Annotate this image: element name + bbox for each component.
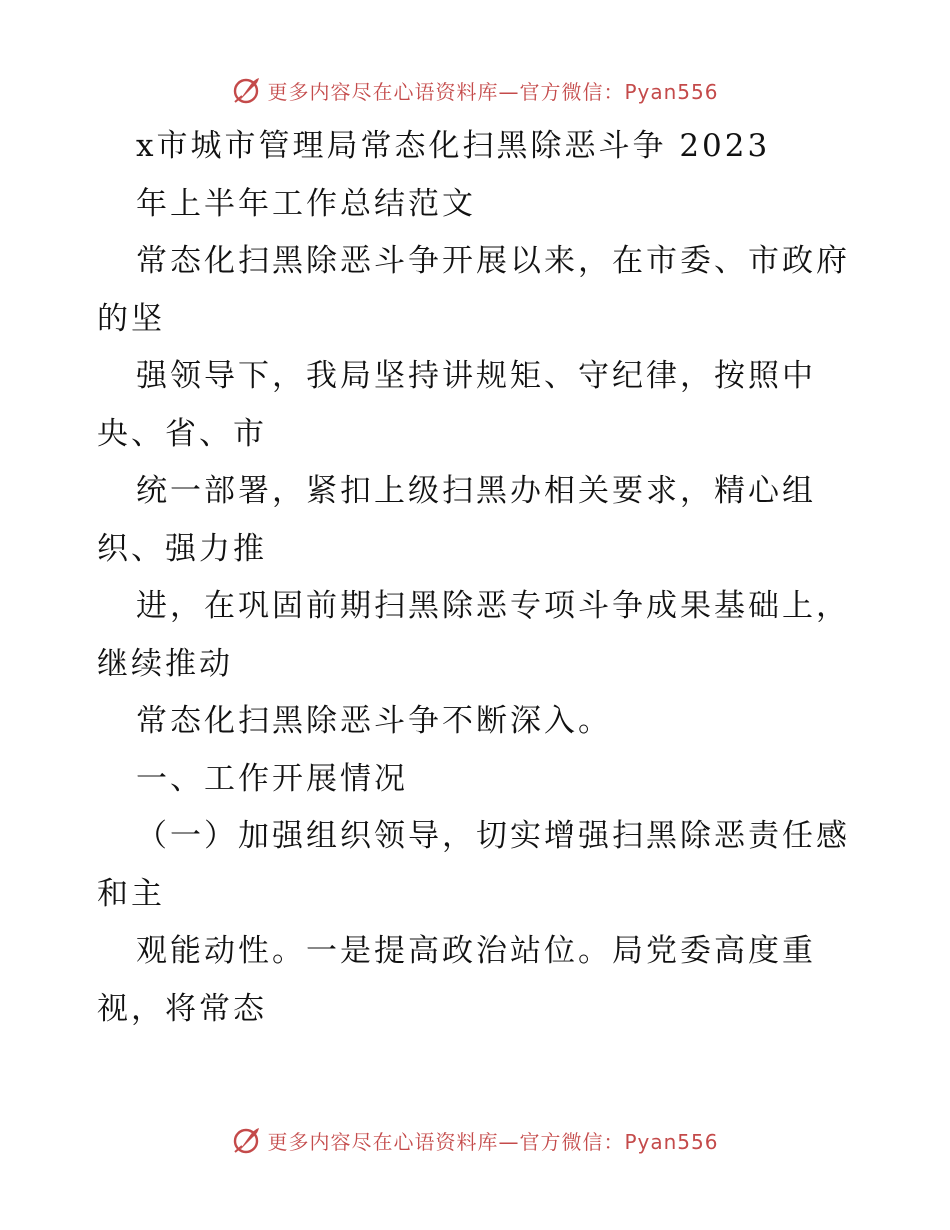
- text-line: 继续推动: [97, 645, 233, 682]
- text-line: 常态化扫黑除恶斗争不断深入。: [136, 703, 612, 739]
- watermark-text: 更多内容尽在心语资料库—官方微信：Pyan556: [267, 1129, 719, 1154]
- footer-watermark: [0, 1120, 950, 1160]
- text-line: 统一部署，紧扣上级扫黑办相关要求，精心组: [136, 473, 816, 509]
- text-line: 常态化扫黑除恶斗争开展以来，在市委、市政府: [136, 243, 850, 279]
- text-line: 的坚: [97, 300, 165, 337]
- document-body: [97, 118, 867, 1038]
- text-line: （一）加强组织领导，切实增强扫黑除恶责任感: [136, 818, 850, 854]
- watermark-text: 更多内容尽在心语资料库—官方微信：Pyan556: [267, 79, 719, 104]
- text-line: 年上半年工作总结范文: [136, 185, 476, 222]
- feather-pen-circle-logo-icon: [231, 75, 261, 105]
- text-line: x市城市管理局常态化扫黑除恶斗争 2023: [136, 128, 771, 164]
- text-line: 央、省、市: [97, 415, 267, 452]
- text-line: 和主: [97, 875, 165, 912]
- section-heading: 一、工作开展情况: [136, 760, 408, 797]
- feather-pen-circle-logo-icon: [231, 1125, 261, 1155]
- text-line: 观能动性。一是提高政治站位。局党委高度重: [136, 933, 816, 969]
- text-line: 进，在巩固前期扫黑除恶专项斗争成果基础上，: [136, 588, 850, 624]
- text-line: 强领导下，我局坚持讲规矩、守纪律，按照中: [136, 358, 816, 394]
- header-watermark: [0, 70, 950, 110]
- text-line: 织、强力推: [97, 530, 267, 567]
- text-line: 视，将常态: [97, 990, 267, 1027]
